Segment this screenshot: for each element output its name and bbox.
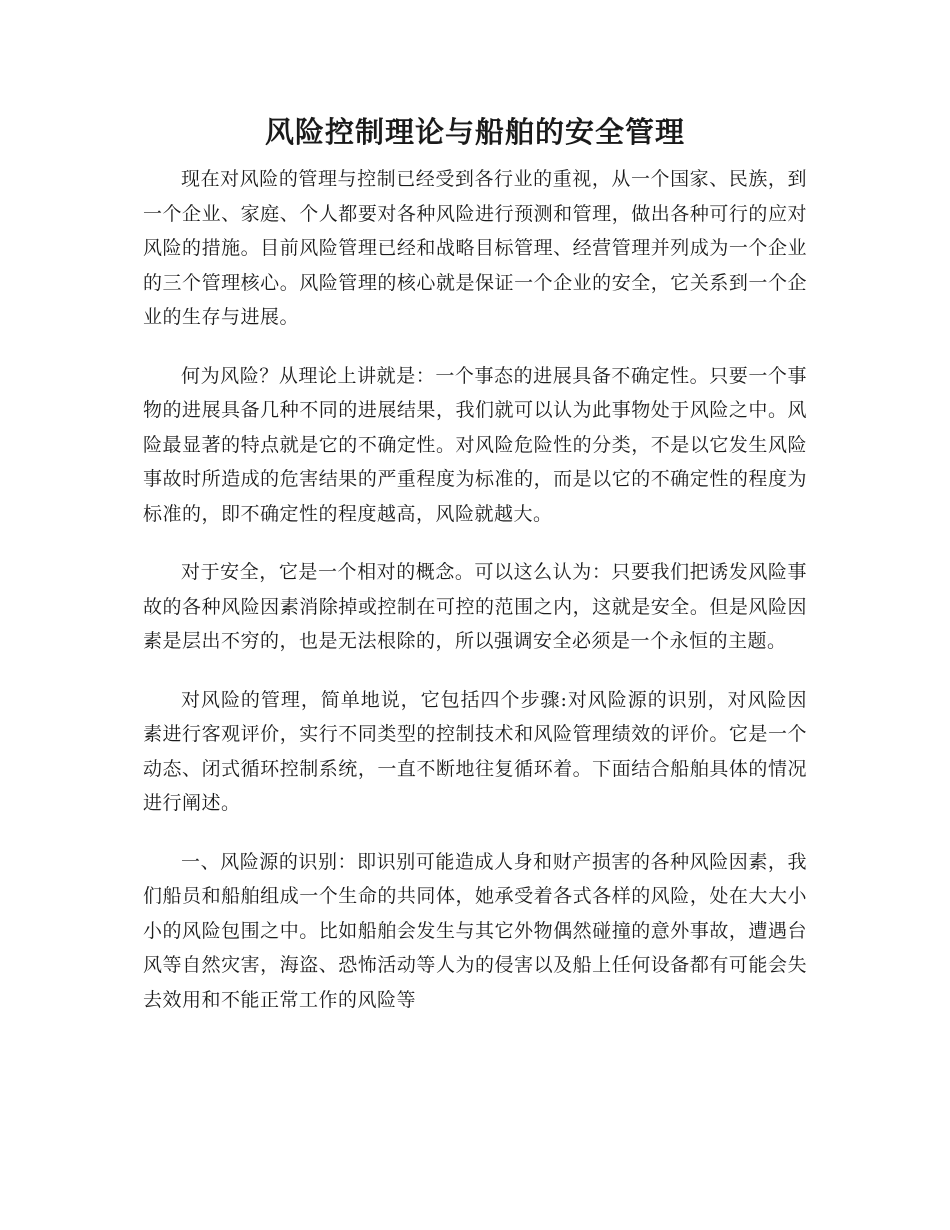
paragraph-risk-management-steps: 对风险的管理，简单地说，它包括四个步骤:对风险源的识别，对风险因素进行客观评价，实行不同类型的控制技术和风险管理绩效的评价。它是一个动态、闭式循环控制系统，一直不断地往复循环着。下面结合船舶具体的情况进行阐述。 [143, 688, 807, 814]
paragraph-risk-source-identification: 一、风险源的识别：即识别可能造成人身和财产损害的各种风险因素，我们船员和船舶组成一个生命的共同体，她承受着各式各样的风险，处在大大小小的风险包围之中。比如船舶会发生与其它外物偶然碰撞的意外事故，遭遇台风等自然灾害，海盗、恐怖活动等人为的侵害以及船上任何设备都有可能会失去效用和不能正常工作的风险等 [143, 850, 807, 1011]
paragraph-intro: 现在对风险的管理与控制已经受到各行业的重视，从一个国家、民族，到一个企业、家庭、个人都要对各种风险进行预测和管理，做出各种可行的应对风险的措施。目前风险管理已经和战略目标管理、经营管理并列成为一个企业的三个管理核心。风险管理的核心就是保证一个企业的安全，它关系到一个企业的生存与进展。 [143, 168, 807, 328]
document-title: 风险控制理论与船舶的安全管理 [264, 115, 685, 149]
paragraph-safety: 对于安全，它是一个相对的概念。可以这么认为：只要我们把诱发风险事故的各种风险因素消除掉或控制在可控的范围之内，这就是安全。但是风险因素是层出不穷的，也是无法根除的，所以强调安全必须是一个永恒的主题。 [143, 561, 807, 652]
paragraph-what-is-risk: 何为风险？从理论上讲就是：一个事态的进展具备不确定性。只要一个事物的进展具备几种不同的进展结果，我们就可以认为此事物处于风险之中。风险最显著的特点就是它的不确定性。对风险危险性的分类，不是以它发生风险事故时所造成的危害结果的严重程度为标准的，而是以它的不确定性的程度为标准的，即不确定性的程度越高，风险就越大。 [143, 364, 807, 525]
